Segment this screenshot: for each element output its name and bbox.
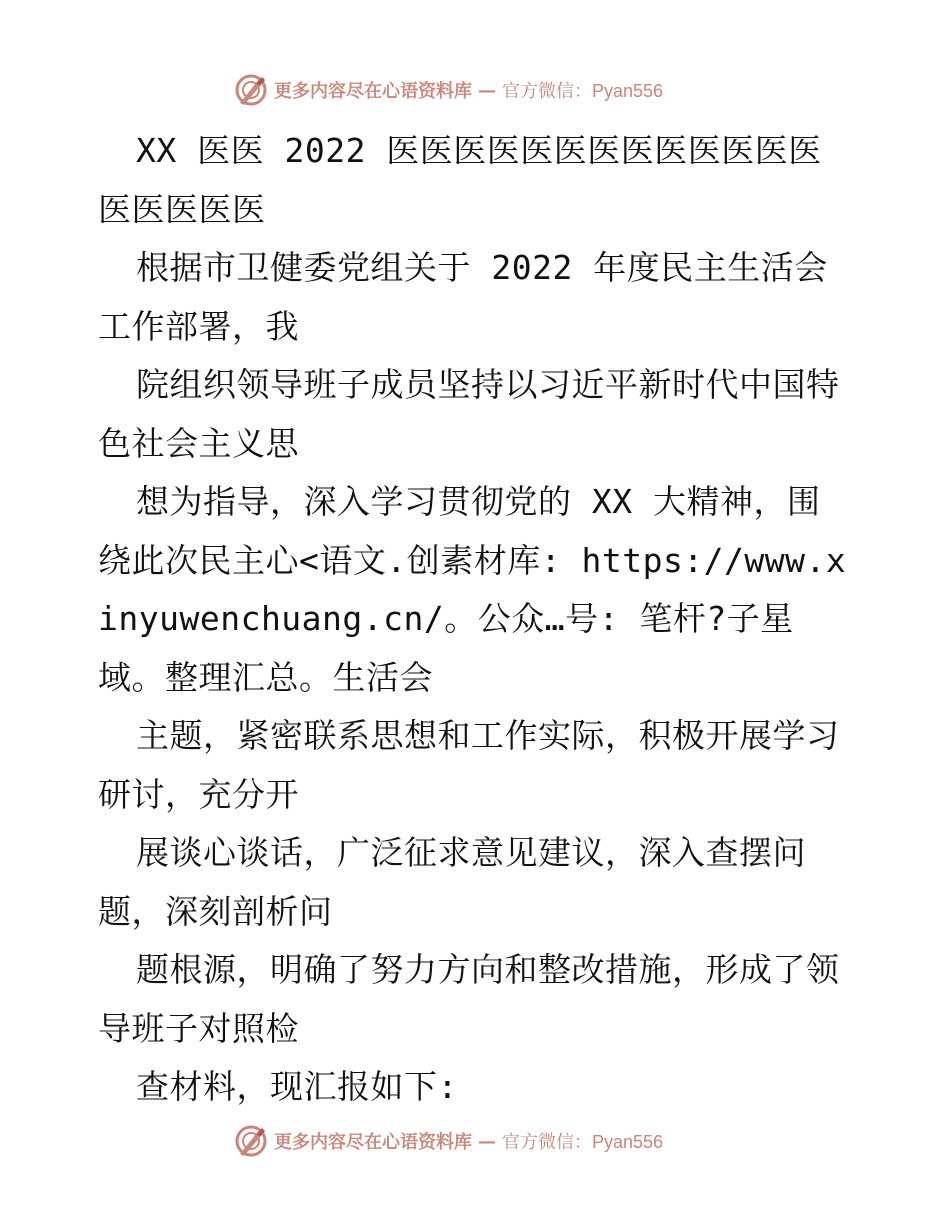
watermark-dash: — xyxy=(478,1130,496,1152)
footer-watermark xyxy=(234,1123,663,1159)
paragraph: 查材料，现汇报如下: xyxy=(136,1067,458,1106)
watermark-site-text: 更多内容尽在心语资料库 xyxy=(274,81,472,102)
watermark-wechat-text: 官方微信：Pyan556 xyxy=(502,81,664,101)
paragraph: 想为指导，深入学习贯彻党的 XX 大精神，围绕此次民主心<语文.创素材库: https://www.xinyuwenchuang.cn/。公众…号: 笔杆?子星域。整理汇总。生活会 xyxy=(98,482,847,697)
pen-logo-icon xyxy=(234,73,268,107)
watermark-wechat-text: 官方微信：Pyan556 xyxy=(502,1132,664,1152)
paragraph: 根据市卫健委党组关于 2022 年度民主生活会工作部署，我 xyxy=(98,248,828,346)
watermark-dash: — xyxy=(478,79,496,101)
header-watermark xyxy=(234,72,663,108)
paragraph: 展谈心谈话，广泛征求意见建议，深入查摆问题，深刻剖析问 xyxy=(98,833,806,931)
paragraph: 题根源，明确了努力方向和整改措施，形成了领导班子对照检 xyxy=(98,950,840,1048)
pen-logo-icon xyxy=(234,1124,268,1158)
document-body xyxy=(98,122,853,1117)
watermark-site-text: 更多内容尽在心语资料库 xyxy=(274,1132,472,1153)
paragraph: 院组织领导班子成员坚持以习近平新时代中国特色社会主义思 xyxy=(98,365,840,463)
document-title: XX 医医 2022 医医医医医医医医医医医医医医医医医医 xyxy=(98,131,822,229)
paragraph: 主题，紧密联系思想和工作实际，积极开展学习研讨，充分开 xyxy=(98,716,840,814)
